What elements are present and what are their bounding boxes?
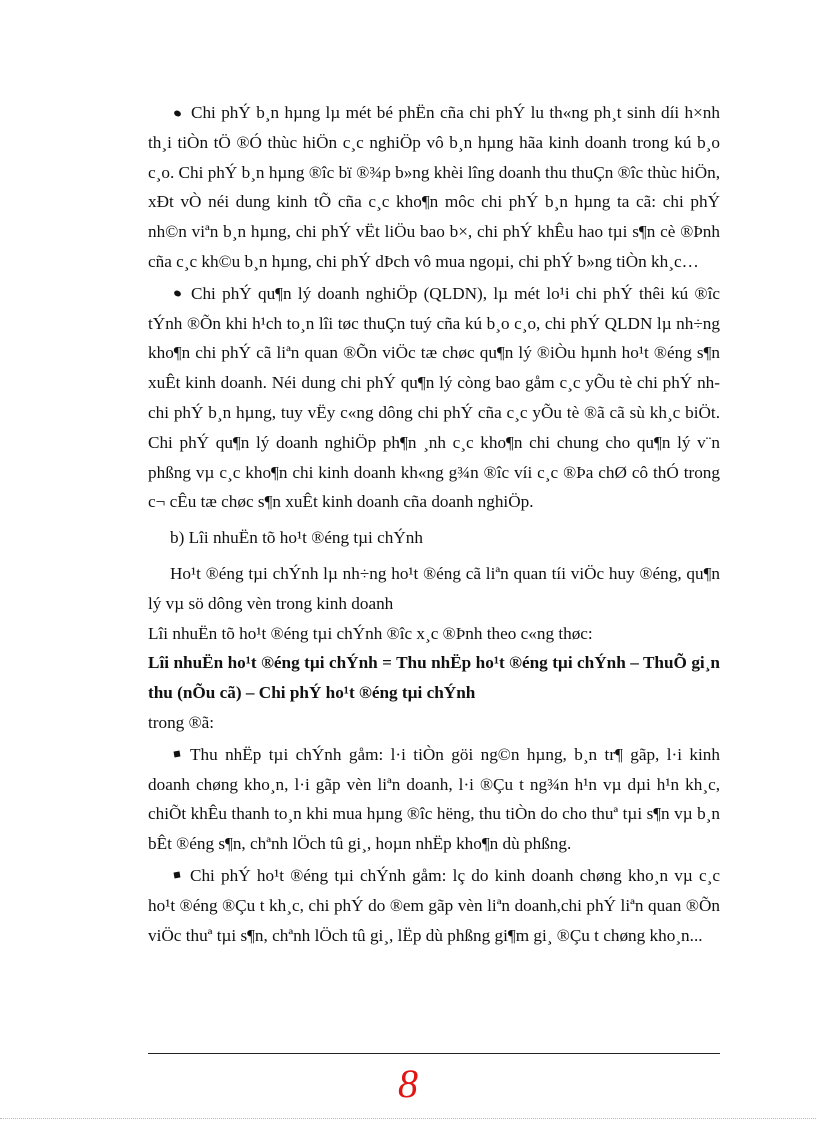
page-number: 8 xyxy=(398,1061,418,1106)
paragraph-admin-expenses: Chi phÝ qu¶n lý doanh nghiÖp (QLDN), lµ mét lo¹i chi phÝ thêi kú ®îc tÝnh ®Õn khi h¹ch to¸n lîi tøc thuÇn tuý cña kú b¸o c¸o, chi phÝ QLDN lµ nh÷ng kho¶n chi phÝ cã liªn quan ®Õn viÖc tæ chøc qu¶n lý ®iÒu hµnh ho¹t ®éng s¶n xuÊt kinh doanh. Néi dung chi phÝ qu¶n lý còng bao gåm c¸c yÕu tè chi phÝ nh chi phÝ b¸n hµng, tuy vËy c«ng dông chi phÝ cña c¸c yÕu tè ®ã cã sù kh¸c biÖt. Chi phÝ qu¶n lý doanh nghiÖp ph¶n ¸nh c¸c kho¶n chi chung cho qu¶n lý v¨n phßng vµ c¸c kho¶n chi kinh doanh kh«ng g¾n ®îc víi c¸c ®Þa chØ cô thÓ trong c¬ cÊu tæ chøc s¶n xuÊt kinh doanh cña doanh nghiÖp. xyxy=(148,283,720,512)
page-bottom-border xyxy=(0,1118,816,1119)
section-heading: b) Lîi nhuËn tõ ho¹t ®éng tµi chÝnh xyxy=(170,528,423,548)
bullet-icon xyxy=(174,751,181,758)
paragraph-financial-income: Thu nhËp tµi chÝnh gåm: l·i tiÒn göi ng©n hµng, b¸n tr¶ gãp, l·i kinh doanh chøng kho¸n, l·i gãp vèn liªn doanh, l·i ®Çu t ng¾n h¹n vµ dµi h¹n kh¸c, chiÕt khÊu thanh to¸n khi mua hµng ®îc hëng, thu tiÒn do cho thuª tµi s¶n vµ b¸n bÊt ®éng s¶n, chªnh lÖch tû gi¸, hoµn nhËp kho¶n dù phßng. xyxy=(148,744,720,854)
paragraph-financial-activities: Ho¹t ®éng tµi chÝnh lµ nh÷ng ho¹t ®éng cã liªn quan tíi viÖc huy ®éng, qu¶n lý vµ sö dông vèn trong kinh doanh xyxy=(148,563,720,613)
footer-divider xyxy=(148,1053,720,1054)
bullet-icon xyxy=(173,109,182,117)
bullet-icon xyxy=(173,290,182,298)
formula: Lîi nhuËn ho¹t ®éng tµi chÝnh = Thu nhËp ho¹t ®éng tµi chÝnh – ThuÕ gi¸n thu (nÕu cã) – Chi phÝ ho¹t ®éng tµi chÝnh xyxy=(148,653,720,703)
paragraph-selling-expenses: Chi phÝ b¸n hµng lµ mét bé phËn cña chi phÝ lu th«ng ph¸t sinh díi h×nh th¸i tiÒn tÖ ®Ó thùc hiÖn c¸c nghiÖp vô b¸n hµng hãa kinh doanh trong kú b¸o c¸o. Chi phÝ b¸n hµng ®îc bï ®¾p b»ng khèi lîng doanh thu thuÇn ®îc thùc hiÖn, xÐt vÒ néi dung kinh tÕ cña c¸c kho¶n môc chi phÝ b¸n hµng ta cã: chi phÝ nh©n viªn b¸n hµng, chi phÝ vËt liÖu bao b×, chi phÝ khÊu hao tµi s¶n cè ®Þnh cña c¸c kh©u b¸n hµng, chi phÝ dÞch vô mua ngoµi, chi phÝ b»ng tiÒn kh¸c… xyxy=(148,103,720,271)
bullet-icon xyxy=(174,872,181,879)
paragraph-formula-intro: Lîi nhuËn tõ ho¹t ®éng tµi chÝnh ®îc x¸c ®Þnh theo c«ng thøc: xyxy=(148,623,593,643)
paragraph-where: trong ®ã: xyxy=(148,712,215,732)
document-body xyxy=(148,98,720,950)
paragraph-financial-costs: Chi phÝ ho¹t ®éng tµi chÝnh gåm: lç do kinh doanh chøng kho¸n vµ c¸c ho¹t ®éng ®Çu t kh¸c, chi phÝ do ®em gãp vèn liªn doanh,chi phÝ liªn quan ®Õn viÖc thuª tµi s¶n, chªnh lÖch tû gi¸, lËp dù phßng gi¶m gi¸ ®Çu t chøng kho¸n... xyxy=(148,865,720,945)
